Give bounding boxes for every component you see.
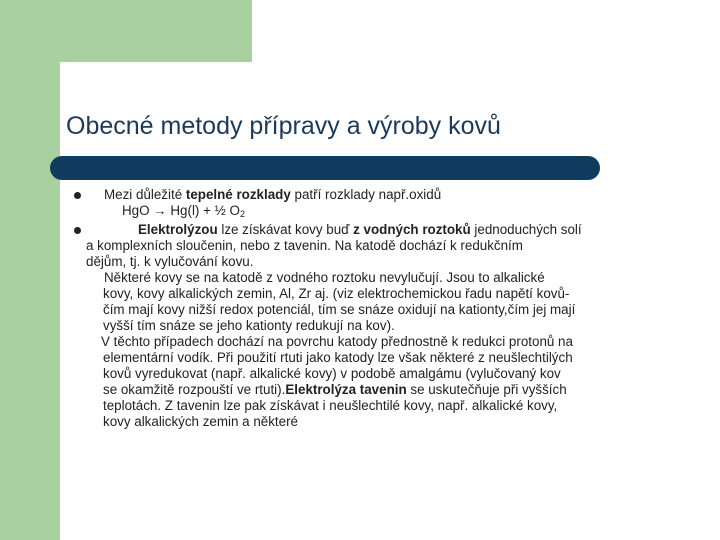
text-line: teplotách. Z tavenin lze pak získávat i neušlechtilé kovy, např. alkalické kovy, — [103, 398, 558, 413]
bold-term: Elektrolýza tavenin — [285, 382, 407, 397]
title-underline-bar — [50, 156, 600, 180]
text-line: se okamžitě rozpouští ve rtuti).Elektrolýza tavenin se uskutečňuje při vyšších — [103, 382, 567, 397]
equation-line: HgO → Hg(l) + ½ $O_2$ — [122, 203, 245, 219]
text-line: kovů vyredukovat (např. alkalické kovy) v podobě amalgámu (vylučovaný kov — [103, 366, 561, 381]
bold-term: Elektrolýzou — [138, 222, 218, 237]
text-line: čím mají kovy nižší redox potenciál, tím se snáze oxidují na kationty,čím jej mají — [103, 302, 576, 317]
text-line: V těchto případech dochází na povrchu katody přednostně k redukci protonů na — [101, 334, 573, 349]
green-left-band — [0, 0, 60, 540]
bullet-dot — [74, 227, 81, 234]
bold-term: tepelné rozklady — [185, 187, 291, 202]
text-line: dějům, tj. k vylučování kovu. — [86, 254, 254, 269]
slide-content — [74, 187, 674, 430]
bold-term: z vodných roztoků — [353, 222, 471, 237]
text-line: Některé kovy se na katodě z vodného roztoku nevylučují. Jsou to alkalické — [104, 270, 545, 285]
text-line: kovy, kovy alkalických zemin, Al, Zr aj. (viz elektrochemickou řadu napětí kovů- — [103, 286, 570, 301]
text-line: elementární vodík. Při použití rtuti jako katody lze však některé z neušlechtilých — [103, 350, 573, 365]
bullet-dot — [74, 192, 81, 199]
slide-title: Obecné metody přípravy a výroby kovů — [66, 112, 501, 140]
text-line: kovy alkalických zemin a některé — [103, 414, 298, 429]
text-line: a komplexních sloučenin, nebo z tavenin. Na katodě dochází k redukčním — [86, 238, 523, 253]
text-line: vyšší tím snáze se jeho kationty redukují na kov). — [103, 318, 395, 333]
bullet-item-tepelne-rozklady: Mezi důležité tepelné rozklady patří rozklady např.oxidů — [74, 187, 674, 203]
bullet-item-elektrolyza: Elektrolýzou lze získávat kovy buď z vodných roztoků jednoduchých solí — [74, 222, 674, 238]
